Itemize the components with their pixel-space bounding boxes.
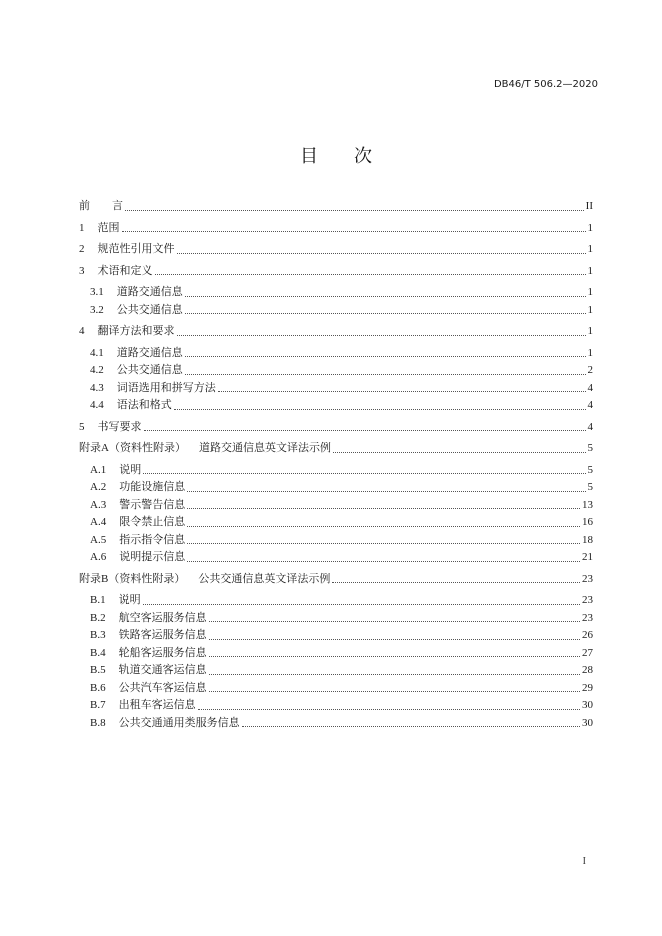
toc-entry-number: 5 [79,420,85,433]
toc-entry-number: 1 [79,221,85,234]
toc-entry-title: 范围 [97,221,120,234]
toc-entry-number: B.3 [90,629,106,641]
toc-entry-number: A.1 [90,463,107,476]
toc-entry-title: 道路交通信息 [116,346,183,359]
toc-leader-dots [174,409,586,410]
toc-entry-title: 术语和定义 [97,264,153,277]
toc-entry-title: 前 言 [79,200,123,212]
document-code-header: DB46/T 506.2—2020 [493,79,598,90]
toc-entry-title: 词语选用和拼写方法 [116,381,216,394]
toc-entry-number: B.2 [90,611,106,624]
toc-entry-title: 轨道交通客运信息 [118,664,207,676]
toc-entry-b-8[interactable] [79,715,593,733]
toc-entry-number: A.3 [90,498,107,511]
toc-entry-page: 26 [582,629,593,641]
toc-entry-4-2[interactable] [79,362,593,380]
toc-entry-b-4[interactable] [79,645,593,663]
toc-entry-b-5[interactable] [79,662,593,680]
toc-entry-5[interactable] [79,419,593,437]
toc-entry-title: 道路交通信息 [116,286,183,298]
toc-entry-a-6[interactable] [79,549,593,567]
toc-leader-dots [125,210,584,211]
toc-entry-title: 出租车客运信息 [118,699,196,711]
toc-entry-page: 1 [587,243,593,255]
toc-entry-title: 限令禁止信息 [119,516,186,528]
toc-leader-dots [155,274,586,275]
toc-entry-page: 1 [587,221,593,234]
toc-entry-number: 4.1 [90,346,104,359]
toc-entry-title: 说明 [118,594,141,606]
toc-entry-3-1[interactable] [79,284,593,302]
toc-entry-b-6[interactable] [79,680,593,698]
toc-leader-dots [333,452,586,453]
toc-entry-page: II [585,200,593,212]
toc-entry-title: 翻译方法和要求 [97,325,175,337]
toc-entry-title: 公共交通信息英文译法示例 [198,572,331,585]
toc-leader-dots [187,561,580,562]
toc-entry-page: 1 [587,286,593,298]
toc-entry-number: 4 [79,325,85,337]
toc-entry-number: A.6 [90,551,107,563]
toc-leader-dots [185,356,586,357]
toc-entry-a-3[interactable] [79,497,593,515]
toc-entry-number: B.4 [90,646,106,659]
toc-entry-number: A.5 [90,533,107,546]
toc-entry-number: B.6 [90,681,106,694]
toc-entry-title: 轮船客运服务信息 [118,646,207,659]
toc-entry-b-3[interactable] [79,627,593,645]
toc-leader-dots [187,508,580,509]
toc-entry-page: 30 [582,716,593,729]
toc-entry-title: 公共交通通用类服务信息 [118,716,240,729]
toc-entry-title: 警示警告信息 [119,498,186,511]
toc-entry-number: 附录B（资料性附录） [79,572,186,585]
toc-entry-number: B.1 [90,594,106,606]
toc-entry-page: 13 [582,498,593,511]
toc-entry-page: 29 [582,681,593,694]
toc-entry-title: 公共汽车客运信息 [118,681,207,694]
toc-leader-dots [209,639,580,640]
toc-entry-appendix-a[interactable] [79,440,593,458]
toc-leader-dots [187,491,585,492]
toc-entry-title: 语法和格式 [116,399,172,411]
toc-leader-dots [242,726,580,727]
toc-entry-b-7[interactable] [79,697,593,715]
toc-leader-dots [198,709,580,710]
toc-entry-3-2[interactable] [79,302,593,320]
toc-entry-a-2[interactable] [79,479,593,497]
toc-entry-title: 说明 [119,463,142,476]
toc-leader-dots [143,604,580,605]
toc-entry-page: 16 [582,516,593,528]
toc-entry-number: B.8 [90,716,106,729]
toc-entry-number: 4.3 [90,381,104,394]
toc-entry-4-1[interactable] [79,345,593,363]
toc-entry-page: 5 [587,442,593,454]
toc-entry-page: 4 [587,381,593,394]
toc-leader-dots [144,430,586,431]
toc-leader-dots [177,253,586,254]
toc-entry-4-4[interactable] [79,397,593,415]
toc-entry-page: 5 [587,481,593,493]
toc-entry-page: 1 [587,325,593,337]
toc-leader-dots [209,621,580,622]
toc-entry-title: 铁路客运服务信息 [118,629,207,641]
toc-entry-page: 18 [582,533,593,546]
page-number: I [582,856,586,867]
toc-entry-title: 公共交通信息 [116,364,183,376]
toc-entry-3[interactable] [79,263,593,281]
toc-leader-dots [209,691,580,692]
toc-entry-page: 2 [587,364,593,376]
toc-entry-page: 21 [582,551,593,563]
toc-entry-number: A.2 [90,481,107,493]
toc-entry-b-2[interactable] [79,610,593,628]
toc-entry-4-3[interactable] [79,380,593,398]
toc-entry-number: B.5 [90,664,106,676]
toc-entry-page: 23 [582,594,593,606]
toc-entry-page: 27 [582,646,593,659]
toc-entry-number: 3.1 [90,286,104,298]
toc-entry-page: 23 [582,572,593,585]
toc-entry-title: 说明提示信息 [119,551,186,563]
toc-leader-dots [218,391,586,392]
toc-entry-number: B.7 [90,699,106,711]
toc-entry-page: 4 [587,399,593,411]
toc-entry-a-5[interactable] [79,532,593,550]
toc-heading: 目 次 [300,146,372,167]
toc-entry-number: 3.2 [90,303,104,316]
toc-entry-title: 道路交通信息英文译法示例 [198,442,331,454]
toc-entry-b-1[interactable] [79,592,593,610]
toc-entry-number: 4.4 [90,399,104,411]
toc-entry-title: 书写要求 [97,420,142,433]
toc-entry-page: 28 [582,664,593,676]
toc-entry-page: 5 [587,463,593,476]
toc-entry-1[interactable] [79,220,593,238]
toc-entry-title: 航空客运服务信息 [118,611,207,624]
toc-entry-title: 公共交通信息 [116,303,183,316]
toc-entry-number: 附录A（资料性附录） [79,442,186,454]
toc-leader-dots [187,526,580,527]
toc-entry-page: 1 [587,303,593,316]
toc-leader-dots [122,231,586,232]
toc-entry-title: 功能设施信息 [119,481,186,493]
toc-leader-dots [332,582,580,583]
toc-entry-title: 规范性引用文件 [97,243,175,255]
toc-leader-dots [177,335,586,336]
toc-entry-number: 2 [79,243,85,255]
toc-leader-dots [209,674,580,675]
toc-entry-foreword[interactable] [79,198,593,216]
toc-entry-4[interactable] [79,323,593,341]
table-of-contents [79,194,593,732]
toc-entry-number: A.4 [90,516,107,528]
toc-leader-dots [209,656,580,657]
toc-entry-2[interactable] [79,241,593,259]
toc-leader-dots [185,374,586,375]
toc-entry-title: 指示指令信息 [119,533,186,546]
toc-entry-a-1[interactable] [79,462,593,480]
toc-entry-page: 4 [587,420,593,433]
toc-entry-page: 1 [587,346,593,359]
toc-entry-number: 3 [79,264,85,277]
toc-entry-page: 30 [582,699,593,711]
toc-entry-number: 4.2 [90,364,104,376]
toc-entry-page: 1 [587,264,593,277]
toc-leader-dots [143,473,585,474]
toc-entry-page: 23 [582,611,593,624]
toc-leader-dots [185,296,586,297]
toc-entry-a-4[interactable] [79,514,593,532]
toc-leader-dots [187,543,580,544]
toc-leader-dots [185,313,586,314]
toc-entry-appendix-b[interactable] [79,571,593,589]
